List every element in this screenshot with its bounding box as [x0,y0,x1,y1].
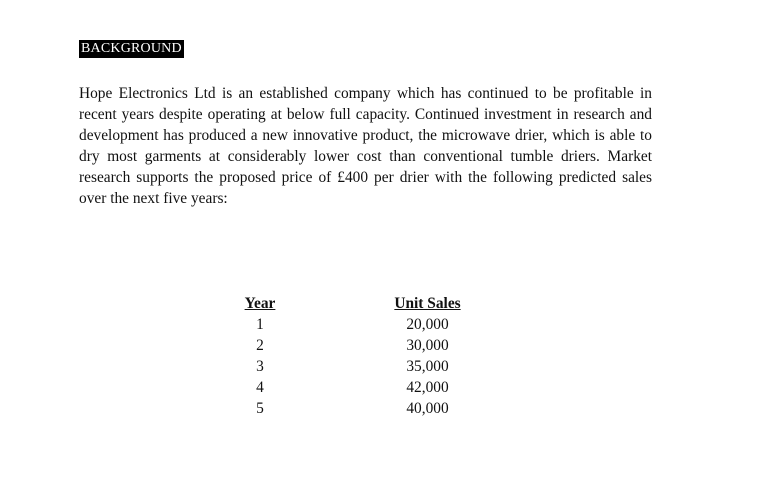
unit-sales-cell: 20,000 [406,316,449,333]
year-column [220,293,300,419]
section-heading: BACKGROUND [81,41,182,56]
unit-sales-cell: 40,000 [406,400,449,417]
year-cell: 2 [256,337,264,354]
unit-sales-cell: 35,000 [406,358,449,375]
unit-sales-cell: 42,000 [406,379,449,396]
year-cell: 3 [256,358,264,375]
year-cell: 4 [256,379,264,396]
year-cell: 1 [256,316,264,333]
unit-sales-header: Unit Sales [394,295,461,312]
unit-sales-column [380,293,475,419]
background-paragraph: Hope Electronics Ltd is an established company which has continued to be profitable in recent years despite operating at below full capacity. Continued investment in research and development has produced a new innovative product, the microwave drier, which is able to dry most garments at considerably lower cost than conventional tumble driers. Market research supports the proposed price of £400 per drier with the following predicted sales over the next five years: [79,85,652,207]
year-header: Year [244,295,276,312]
year-cell: 5 [256,400,264,417]
unit-sales-cell: 30,000 [406,337,449,354]
